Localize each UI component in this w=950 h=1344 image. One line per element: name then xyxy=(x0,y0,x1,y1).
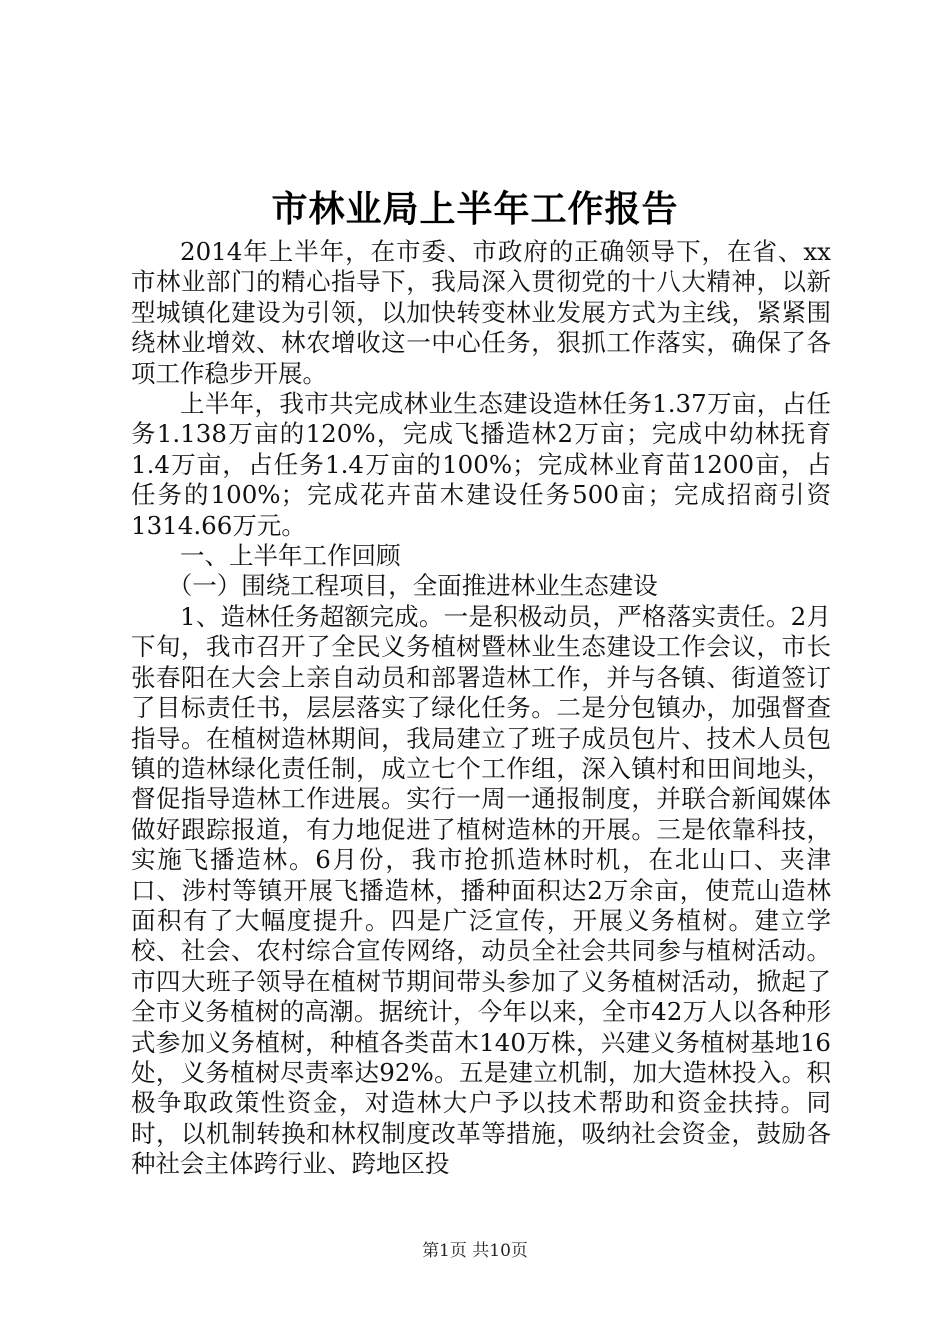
paragraph-intro: 2014年上半年，在市委、市政府的正确领导下，在省、xx市林业部门的精心指导下，我局深入贯彻党的十八大精神，以新型城镇化建设为引领，以加快转变林业发展方式为主线，紧紧围绕林业增效、林农增收这一中心任务，狠抓工作落实，确保了各项工作稳步开展。 xyxy=(131,237,831,388)
document-body xyxy=(131,237,831,1180)
page-footer: 第1页 共10页 xyxy=(422,1241,528,1261)
document-title: 市林业局上半年工作报告 xyxy=(271,188,679,230)
paragraph-summary: 上半年，我市共完成林业生态建设造林任务1.37万亩，占任务1.138万亩的120%，完成飞播造林2万亩；完成中幼林抚育1.4万亩，占任务1.4万亩的100%；完成林业育苗1200亩，占任务的100%；完成花卉苗木建设任务500亩；完成招商引资1314.66万元。 xyxy=(131,389,831,540)
paragraph-afforestation: 1、造林任务超额完成。一是积极动员，严格落实责任。2月下旬，我市召开了全民义务植树暨林业生态建设工作会议，市长张春阳在大会上亲自动员和部署造林工作，并与各镇、街道签订了目标责任书，层层落实了绿化任务。二是分包镇办，加强督查指导。在植树造林期间，我局建立了班子成员包片、技术人员包镇的造林绿化责任制，成立七个工作组，深入镇村和田间地头，督促指导造林工作进展。实行一周一通报制度，并联合新闻媒体做好跟踪报道，有力地促进了植树造林的开展。三是依靠科技，实施飞播造林。6月份，我市抢抓造林时机，在北山口、夹津口、涉村等镇开展飞播造林，播种面积达2万余亩，使荒山造林面积有了大幅度提升。四是广泛宣传，开展义务植树。建立学校、社会、农村综合宣传网络，动员全社会共同参与植树活动。市四大班子领导在植树节期间带头参加了义务植树活动，掀起了全市义务植树的高潮。据统计，今年以来，全市42万人以各种形式参加义务植树，种植各类苗木140万株，兴建义务植树基地16处，义务植树尽责率达92%。五是建立机制，加大造林投入。积极争取政策性资金，对造林大户予以技术帮助和资金扶持。同时，以机制转换和林权制度改革等措施，吸纳社会资金，鼓励各种社会主体跨行业、跨地区投 xyxy=(131,601,831,1179)
section-heading: 一、上半年工作回顾 xyxy=(180,541,401,571)
subsection-heading: （一）围绕工程项目，全面推进林业生态建设 xyxy=(167,571,658,601)
